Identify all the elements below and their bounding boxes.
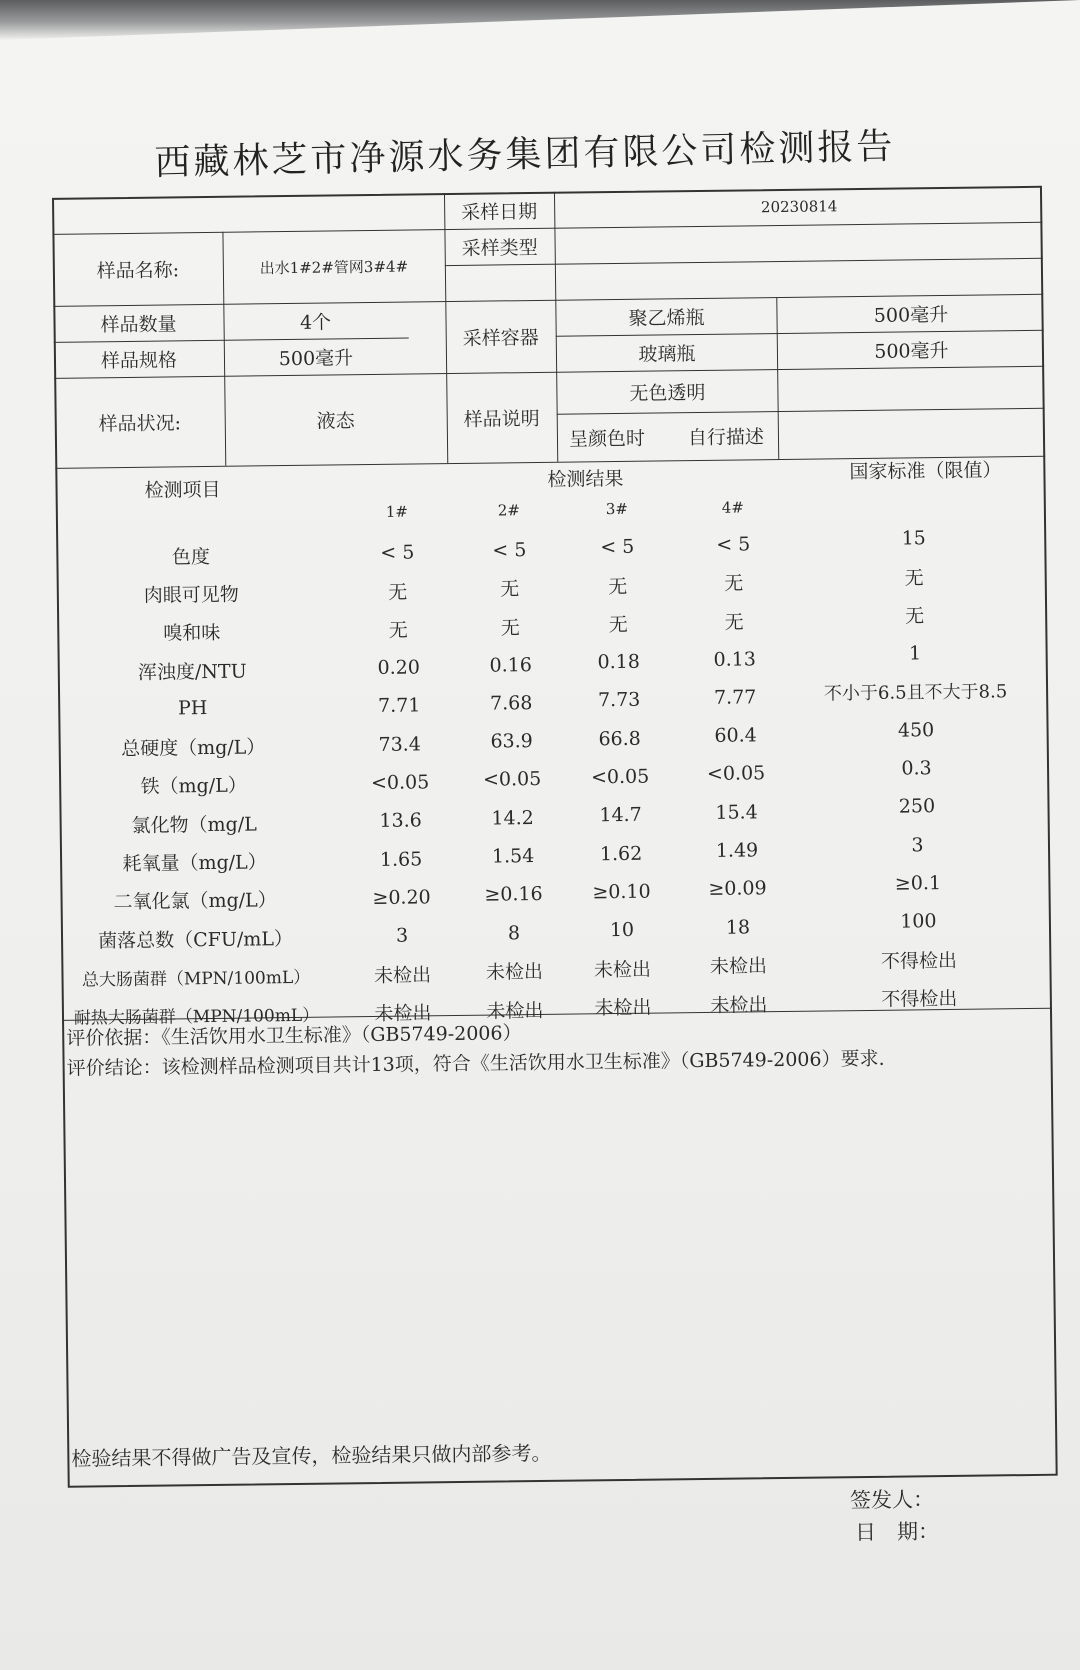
test-item-label: 总大肠菌群（MPN/100mL） (81, 967, 311, 991)
container-2-volume: 500毫升 (874, 339, 949, 363)
sample-spec-label: 样品规格 (100, 348, 178, 372)
result-value: 7.73 (597, 689, 641, 712)
evaluation-basis: 评价依据：《生活饮用水卫生标准》（GB5749-2006） (66, 1022, 522, 1050)
sample-column-header: 4# (721, 498, 745, 517)
result-value: 0.13 (713, 647, 756, 671)
result-value: 1.62 (599, 842, 643, 865)
result-value: 1.54 (491, 845, 535, 868)
footer-note: 检验结果不得做广告及宣传，检验结果只做内部参考。 (71, 1440, 552, 1471)
result-value: < 5 (600, 535, 635, 559)
test-item-label: 总硬度（mg/L） (120, 736, 266, 761)
container-2: 玻璃瓶 (638, 342, 696, 366)
standard-value: 15 (901, 527, 926, 550)
result-value: 未检出 (373, 964, 432, 987)
sample-desc-line2a: 呈颜色时 (568, 427, 646, 451)
result-value: 7.77 (713, 686, 757, 709)
standard-value: 不小于6.5且不大于8.5 (823, 681, 1008, 705)
result-value: 66.8 (598, 727, 641, 750)
result-value: 未检出 (709, 955, 768, 979)
standard-header: 国家标准（限值） (849, 458, 1002, 483)
item-header: 检测项目 (144, 478, 221, 502)
sample-desc-line2b: 自行描述 (687, 425, 765, 449)
standard-value: 不得检出 (881, 988, 958, 1012)
sample-column-header: 3# (605, 499, 629, 519)
result-value: <0.05 (590, 765, 650, 789)
sampling-type-label: 采样类型 (461, 236, 538, 260)
result-value: 无 (500, 578, 520, 601)
sample-status-value: 液态 (316, 409, 355, 433)
result-value: 8 (507, 921, 521, 945)
report-sheet (42, 186, 1080, 1488)
result-value: 无 (388, 619, 408, 643)
sample-spec-value: 500毫升 (278, 346, 354, 370)
result-value: 未检出 (485, 961, 544, 985)
result-value: 73.4 (378, 733, 421, 756)
container-1: 聚乙烯瓶 (628, 306, 705, 330)
test-item-label: 铁（mg/L） (140, 774, 247, 799)
sample-name-label: 样品名称: (96, 258, 180, 282)
standard-value: 250 (898, 795, 936, 818)
result-value: 未检出 (374, 1002, 432, 1026)
sampling-type-value (556, 222, 1042, 264)
result-value: 7.68 (489, 691, 533, 715)
result-value: 0.18 (597, 650, 641, 674)
test-item-label: 菌落总数（CFU/mL） (98, 927, 294, 953)
standard-value: 不得检出 (880, 949, 958, 973)
report-title: 西藏林芝市净源水务集团有限公司检测报告 (154, 126, 896, 184)
sample-desc-label: 样品说明 (463, 407, 540, 431)
result-value: 14.7 (599, 803, 642, 827)
result-value: < 5 (380, 541, 415, 565)
result-value: 未检出 (486, 999, 544, 1023)
test-item-label: 耐热大肠菌群（MPN/100mL） (73, 1005, 320, 1029)
result-value: 1.65 (379, 847, 423, 871)
result-value: ≥0.10 (592, 880, 651, 904)
test-item-label: 浑浊度/NTU (137, 660, 247, 684)
result-value: 18 (725, 916, 751, 939)
test-item-label: 肉眼可见物 (143, 583, 239, 607)
sign-date-label: 日 期： (854, 1519, 940, 1545)
result-value: 10 (609, 918, 635, 942)
test-item-label: PH (177, 697, 208, 720)
sample-count-value: 4个 (299, 310, 332, 334)
standard-value: ≥0.1 (894, 871, 942, 895)
sample-desc-line1: 无色透明 (629, 381, 706, 405)
result-value: < 5 (716, 533, 751, 556)
result-value: 无 (724, 611, 744, 634)
standard-value: 100 (900, 910, 937, 933)
result-value: 60.4 (714, 724, 757, 747)
standard-value: 无 (904, 567, 924, 590)
result-value: 15.4 (715, 801, 758, 824)
result-value: 无 (608, 575, 628, 599)
sampling-date-label: 采样日期 (461, 200, 538, 224)
container-1-volume: 500毫升 (873, 303, 949, 327)
test-item-label: 色度 (171, 545, 211, 569)
result-value: 未检出 (593, 958, 652, 982)
test-item-label: 二氧化氯（mg/L） (113, 889, 277, 914)
result-value: 3 (395, 924, 409, 947)
result-value: <0.05 (482, 768, 542, 792)
sample-column-header: 2# (497, 501, 521, 520)
result-value: <0.05 (370, 771, 430, 794)
result-value: 无 (608, 614, 628, 637)
result-value: 14.2 (491, 806, 534, 830)
result-value: 63.9 (490, 730, 533, 753)
result-value: ≥0.16 (484, 883, 543, 906)
result-value: 13.6 (379, 809, 422, 833)
result-value: <0.05 (706, 762, 766, 786)
sample-column-header: 1# (385, 502, 409, 521)
result-value: 无 (388, 581, 408, 604)
result-value: 未检出 (594, 996, 652, 1020)
test-item-label: 氯化物（mg/L (131, 813, 257, 837)
result-value: 未检出 (710, 993, 768, 1017)
standard-value: 0.3 (901, 757, 932, 780)
result-value: 0.20 (377, 656, 421, 679)
result-value: ≥0.20 (372, 886, 431, 909)
result-value: < 5 (492, 538, 527, 562)
test-item-label: 耗氧量（mg/L） (122, 851, 267, 876)
standard-value: 无 (905, 605, 925, 628)
sample-status-label: 样品状况: (98, 411, 182, 435)
result-value: 无 (724, 572, 744, 596)
result-value: 7.71 (377, 694, 421, 718)
signer-label: 签发人： (849, 1487, 935, 1513)
sampling-date-value: 20230814 (760, 197, 838, 217)
standard-value: 450 (897, 718, 935, 742)
standard-value: 1 (908, 642, 922, 665)
evaluation-conclusion: 评价结论：该检测样品检测项目共计13项，符合《生活饮用水卫生标准》（GB5749-2006）要求. (66, 1047, 885, 1080)
result-value: 无 (500, 616, 520, 640)
standard-value: 3 (911, 833, 924, 856)
result-header: 检测结果 (547, 467, 624, 491)
result-value: ≥0.09 (708, 877, 767, 901)
container-label: 采样容器 (462, 326, 539, 350)
sample-count-label: 样品数量 (100, 312, 177, 336)
sample-name-value: 出水1#2#管网3#4# (259, 257, 409, 277)
result-value: 0.16 (489, 653, 533, 677)
test-item-label: 嗅和味 (163, 622, 221, 645)
result-value: 1.49 (715, 839, 759, 862)
